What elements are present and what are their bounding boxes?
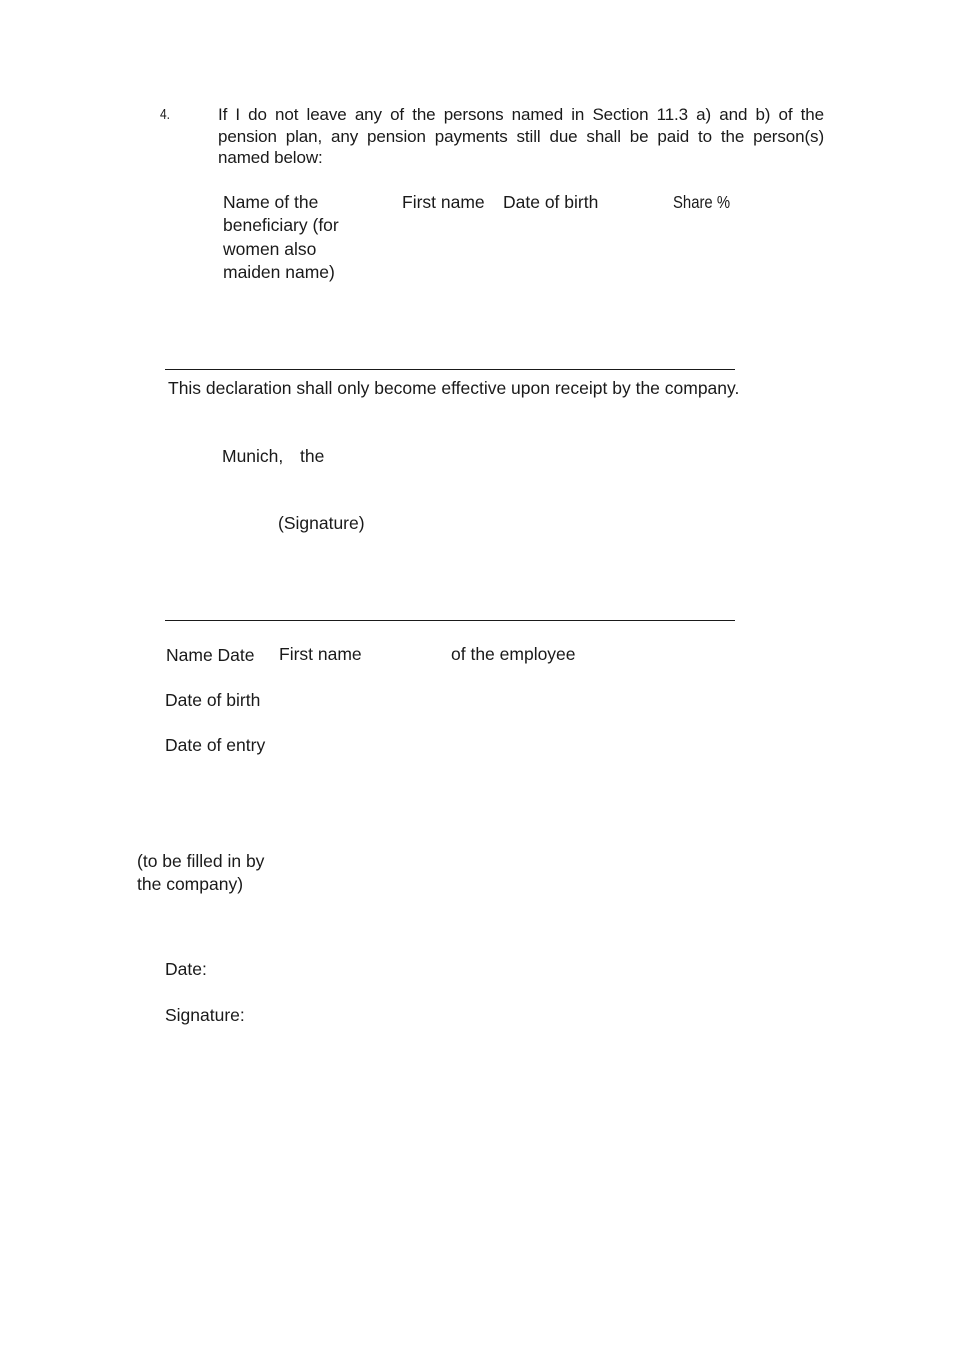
column-header-first-name: First name xyxy=(402,192,485,212)
column-header-beneficiary-name: Name of the beneficiary (for women also maiden name) xyxy=(223,192,339,282)
divider-line xyxy=(165,620,735,621)
signature-caption: (Signature) xyxy=(278,513,365,533)
column-header-date-of-birth: Date of birth xyxy=(503,192,599,212)
company-fill-note-line-2: the company) xyxy=(137,874,244,894)
place-label: Munich, xyxy=(222,446,284,466)
company-signature-label: Signature: xyxy=(165,1005,245,1025)
company-fill-note-line-1: (to be filled in by xyxy=(137,851,265,871)
employee-first-name-label: First name xyxy=(279,644,362,664)
employee-date-of-entry-label: Date of entry xyxy=(165,735,266,755)
employee-label: of the employee xyxy=(451,644,576,664)
divider-line xyxy=(165,369,735,370)
item-number: 4. xyxy=(160,106,171,123)
employee-name-date-label: Name Date xyxy=(166,645,255,665)
company-date-label: Date: xyxy=(165,959,207,979)
date-label: the xyxy=(300,446,325,466)
column-header-share-percent: Share % xyxy=(673,192,731,212)
pension-clause-paragraph: If I do not leave any of the persons named in Section 11.3 a) and b) of the pension plan, any pension payments still due shall be paid to the person(s) named below: xyxy=(218,105,824,167)
employee-date-of-birth-label: Date of birth xyxy=(165,690,261,710)
declaration-note: This declaration shall only become effective upon receipt by the company. xyxy=(168,378,740,398)
